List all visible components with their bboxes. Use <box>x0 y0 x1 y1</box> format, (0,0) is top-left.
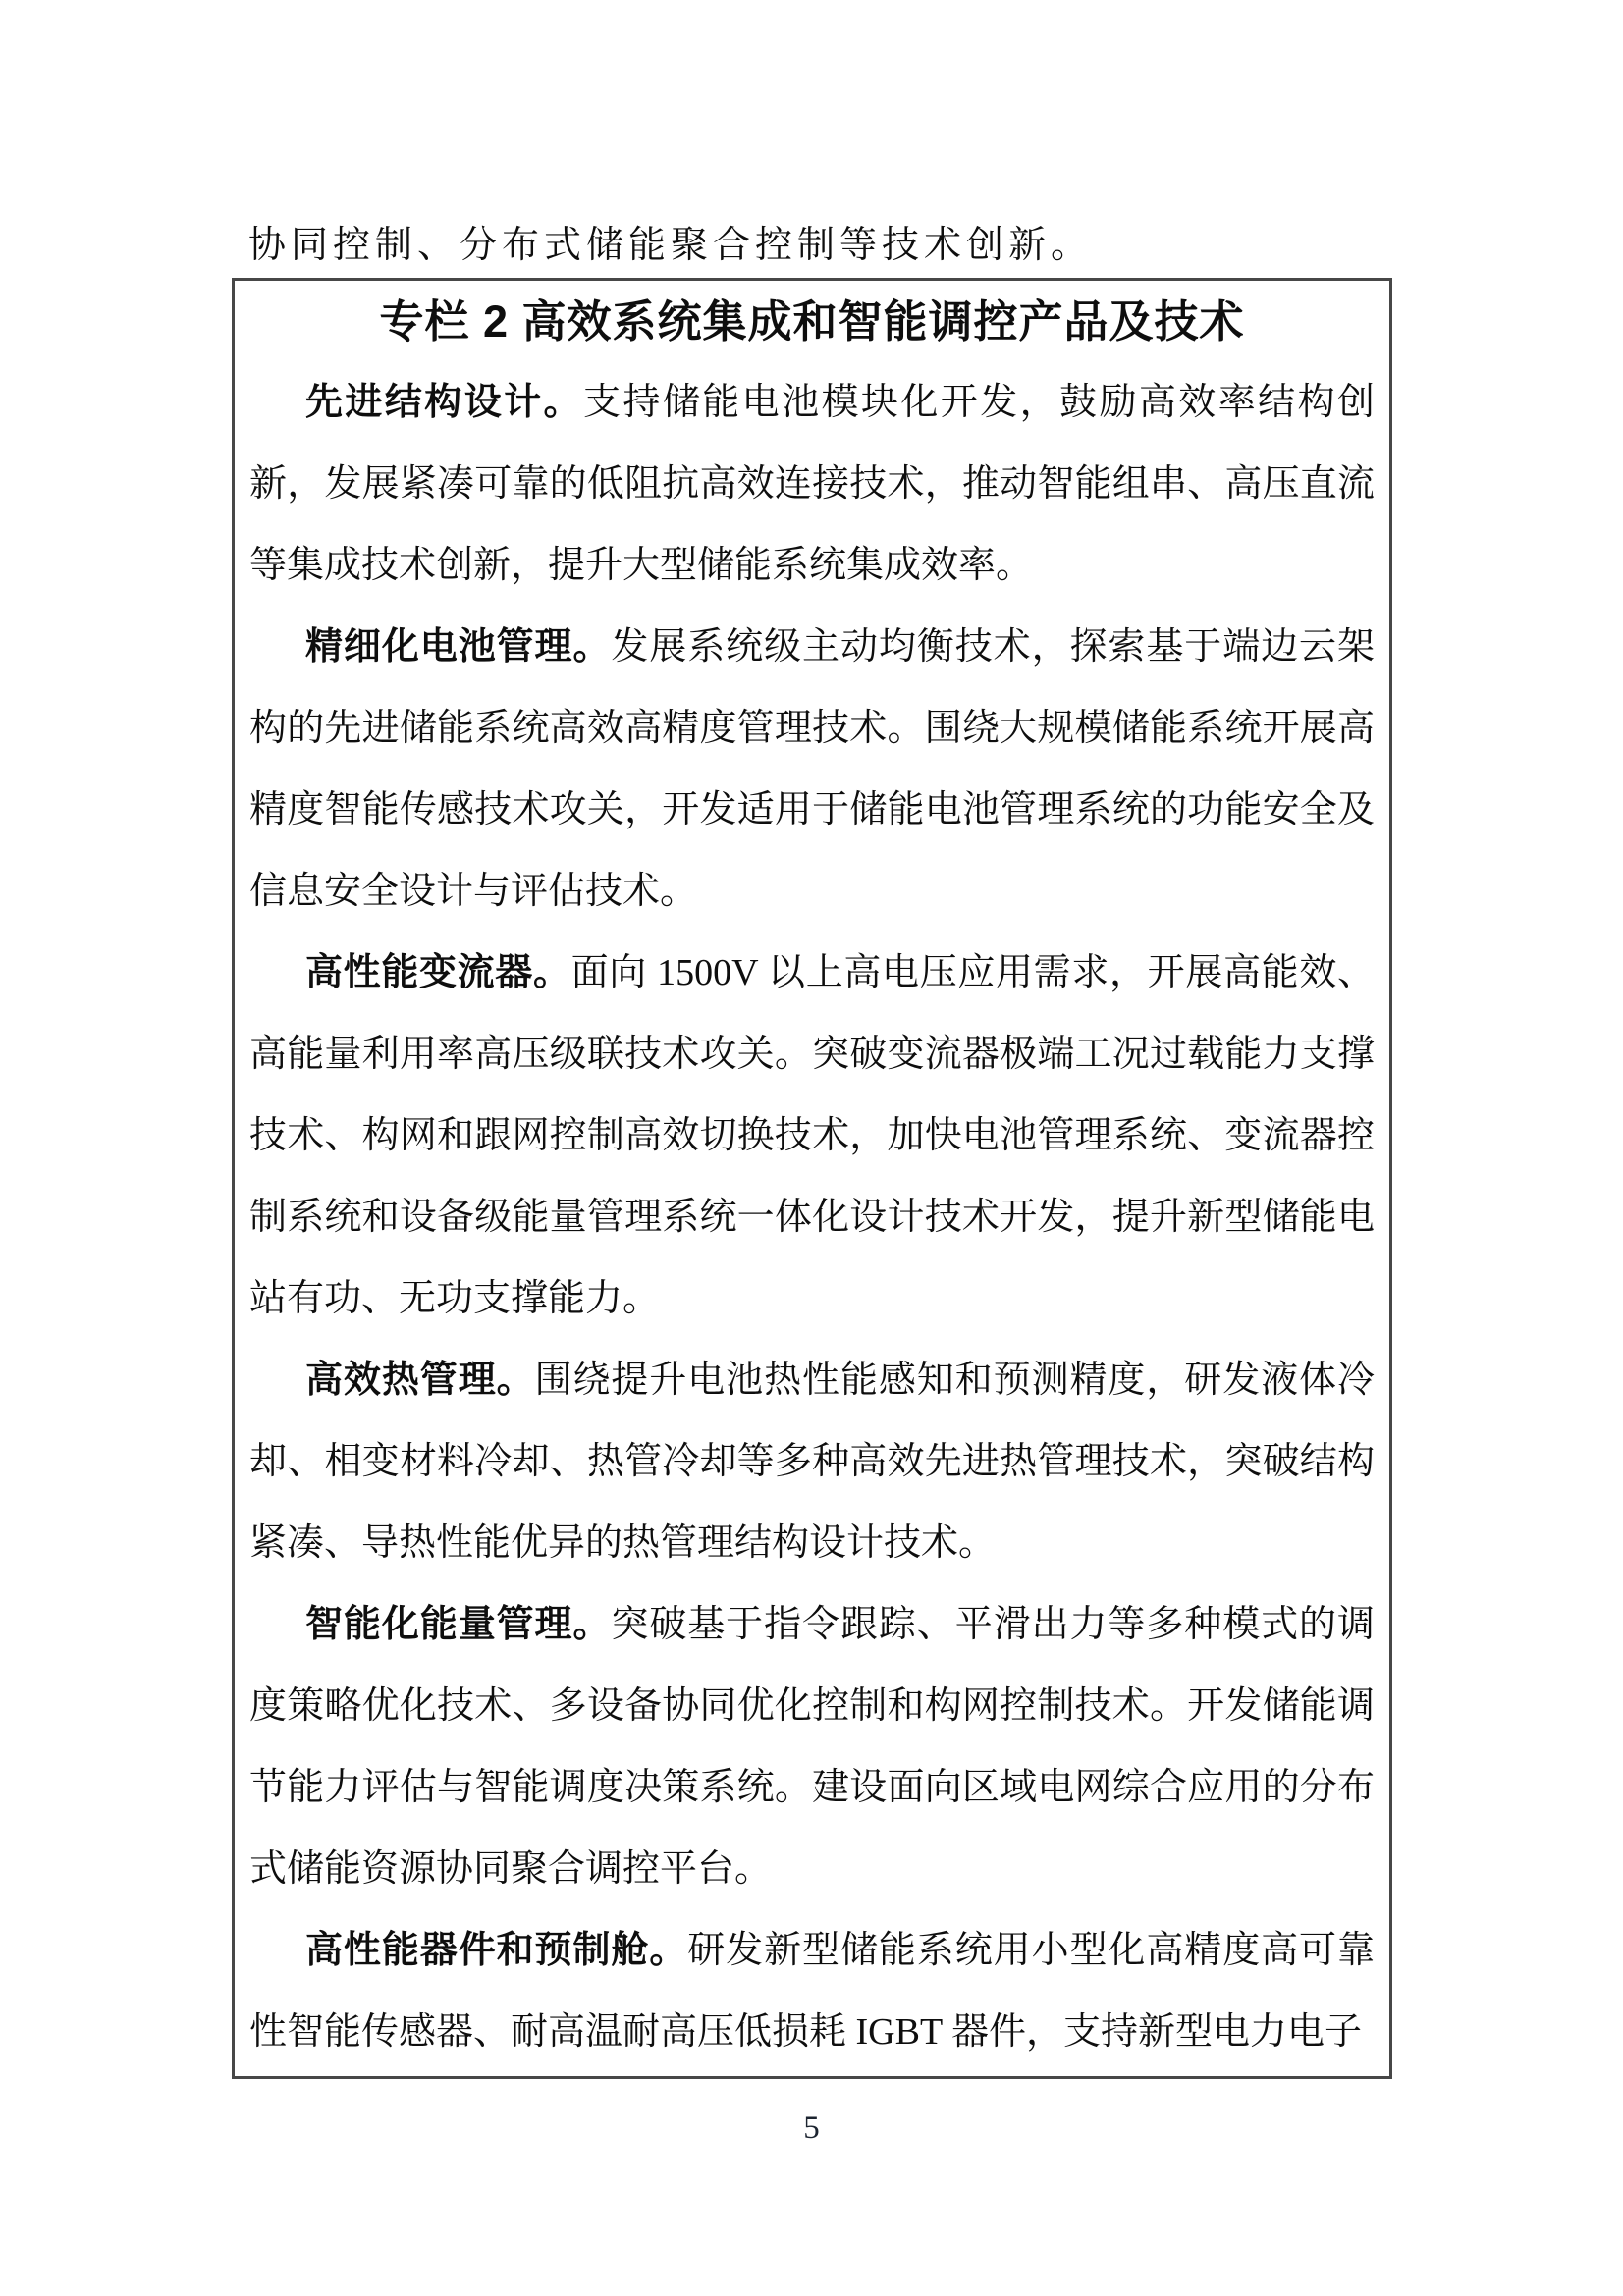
paragraph-lead: 高性能器件和预制舱。 <box>305 1930 688 1971</box>
page-number: 5 <box>803 2110 820 2146</box>
paragraph-advanced-structure-design <box>249 362 1375 607</box>
column-box-title: 专栏 2 高效系统集成和智能调控产品及技术 <box>379 296 1245 347</box>
paragraph-high-performance-devices <box>249 1910 1375 2073</box>
intro-line: 协同控制、分布式储能聚合控制等技术创新。 <box>248 225 1094 266</box>
paragraph-lead: 智能化能量管理。 <box>305 1604 612 1645</box>
paragraph-lead: 高性能变流器。 <box>305 952 571 993</box>
column-box <box>232 278 1392 2079</box>
paragraph-intelligent-energy-management <box>249 1584 1375 1910</box>
paragraph-body: 围绕提升电池热性能感知和预测精度，研发液体冷却、相变材料冷却、热管冷却等多种高效先进热管理技术，突破结构紧凑、导热性能优异的热管理结构设计技术。 <box>249 1360 1375 1564</box>
paragraph-lead: 先进结构设计。 <box>305 382 583 423</box>
paragraph-high-performance-converter <box>249 933 1375 1340</box>
paragraph-body: 突破基于指令跟踪、平滑出力等多种模式的调度策略优化技术、多设备协同优化控制和构网控制技术。开发储能调节能力评估与智能调度决策系统。建设面向区域电网综合应用的分布式储能资源协同聚合调控平台。 <box>249 1604 1375 1890</box>
paragraph-body: 支持储能电池模块化开发，鼓励高效率结构创新，发展紧凑可靠的低阻抗高效连接技术，推动智能组串、高压直流等集成技术创新，提升大型储能系统集成效率。 <box>249 382 1375 586</box>
paragraph-refined-battery-management <box>249 607 1375 933</box>
paragraph-body: 发展系统级主动均衡技术，探索基于端边云架构的先进储能系统高效高精度管理技术。围绕大规模储能系统开展高精度智能传感技术攻关，开发适用于储能电池管理系统的功能安全及信息安全设计与评估技术。 <box>249 626 1375 912</box>
paragraph-body: 面向 1500V 以上高电压应用需求，开展高能效、高能量利用率高压级联技术攻关。突破变流器极端工况过载能力支撑技术、构网和跟网控制高效切换技术，加快电池管理系统、变流器控制系统和设备级能量管理系统一体化设计技术开发，提升新型储能电站有功、无功支撑能力。 <box>249 952 1375 1319</box>
paragraph-efficient-thermal-management <box>249 1340 1375 1584</box>
paragraph-lead: 高效热管理。 <box>305 1360 535 1401</box>
paragraph-lead: 精细化电池管理。 <box>305 626 612 667</box>
paragraph-body: 研发新型储能系统用小型化高精度高可靠性智能传感器、耐高温耐高压低损耗 IGBT 器件，支持新型电力电子 <box>249 1930 1375 2053</box>
